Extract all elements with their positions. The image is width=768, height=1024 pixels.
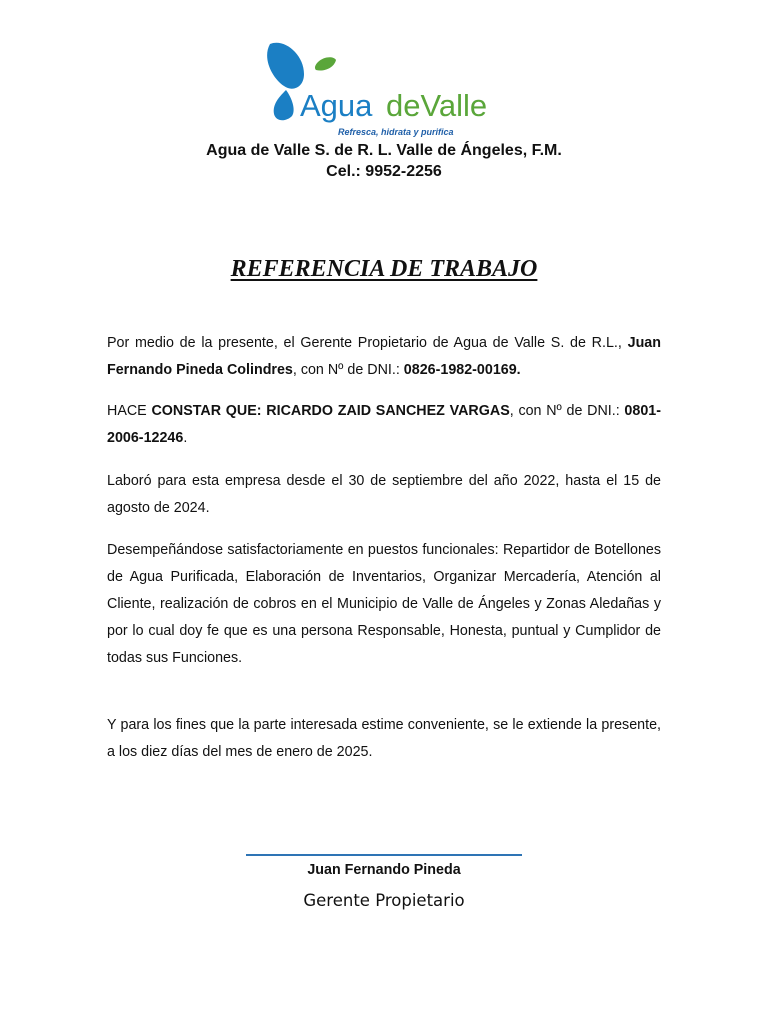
signature-line	[246, 854, 522, 856]
water-drop-icon	[267, 43, 304, 89]
company-header-line: Agua de Valle S. de R. L. Valle de Ángeles, F.M.	[206, 142, 562, 159]
water-splash-icon	[274, 90, 294, 120]
brand-tagline: Refresca, hidrata y purifica	[338, 127, 454, 137]
document-title: REFERENCIA DE TRABAJO	[230, 256, 538, 282]
paragraph-closing: Y para los fines que la parte interesada estime conveniente, se le extiende la presente, a los diez días del mes de enero de 2025.	[107, 717, 661, 760]
company-logo	[262, 40, 502, 140]
brand-part2: deValle	[386, 88, 488, 123]
paragraph-dates: Laboró para esta empresa desde el 30 de septiembre del año 2022, hasta el 15 de agosto de 2024.	[107, 473, 661, 516]
paragraph-intro: Por medio de la presente, el Gerente Propietario de Agua de Valle S. de R.L., Juan Fernando Pineda Colindres, con Nº de DNI.: 0826-1982-00169.	[107, 335, 661, 378]
paragraph-certify: HACE CONSTAR QUE: RICARDO ZAID SANCHEZ VARGAS, con Nº de DNI.: 0801-2006-12246.	[107, 403, 661, 446]
signature-role: Gerente Propietario	[303, 891, 465, 910]
brand-part1: Agua	[300, 88, 373, 123]
leaf-icon	[315, 57, 336, 70]
signature-name: Juan Fernando Pineda	[307, 862, 461, 878]
company-phone-line: Cel.: 9952-2256	[326, 163, 442, 180]
paragraph-duties: Desempeñándose satisfactoriamente en puestos funcionales: Repartidor de Botellones de Agua Purificada, Elaboración de Inventarios, Organizar Mercadería, Atención al Cliente, realización de cobros en el Municipio de Valle de Ángeles y Zonas Aledañas y por lo cual doy fe que es una persona Responsable, Honesta, puntual y Cumplidor de todas sus Funciones.	[107, 542, 661, 666]
